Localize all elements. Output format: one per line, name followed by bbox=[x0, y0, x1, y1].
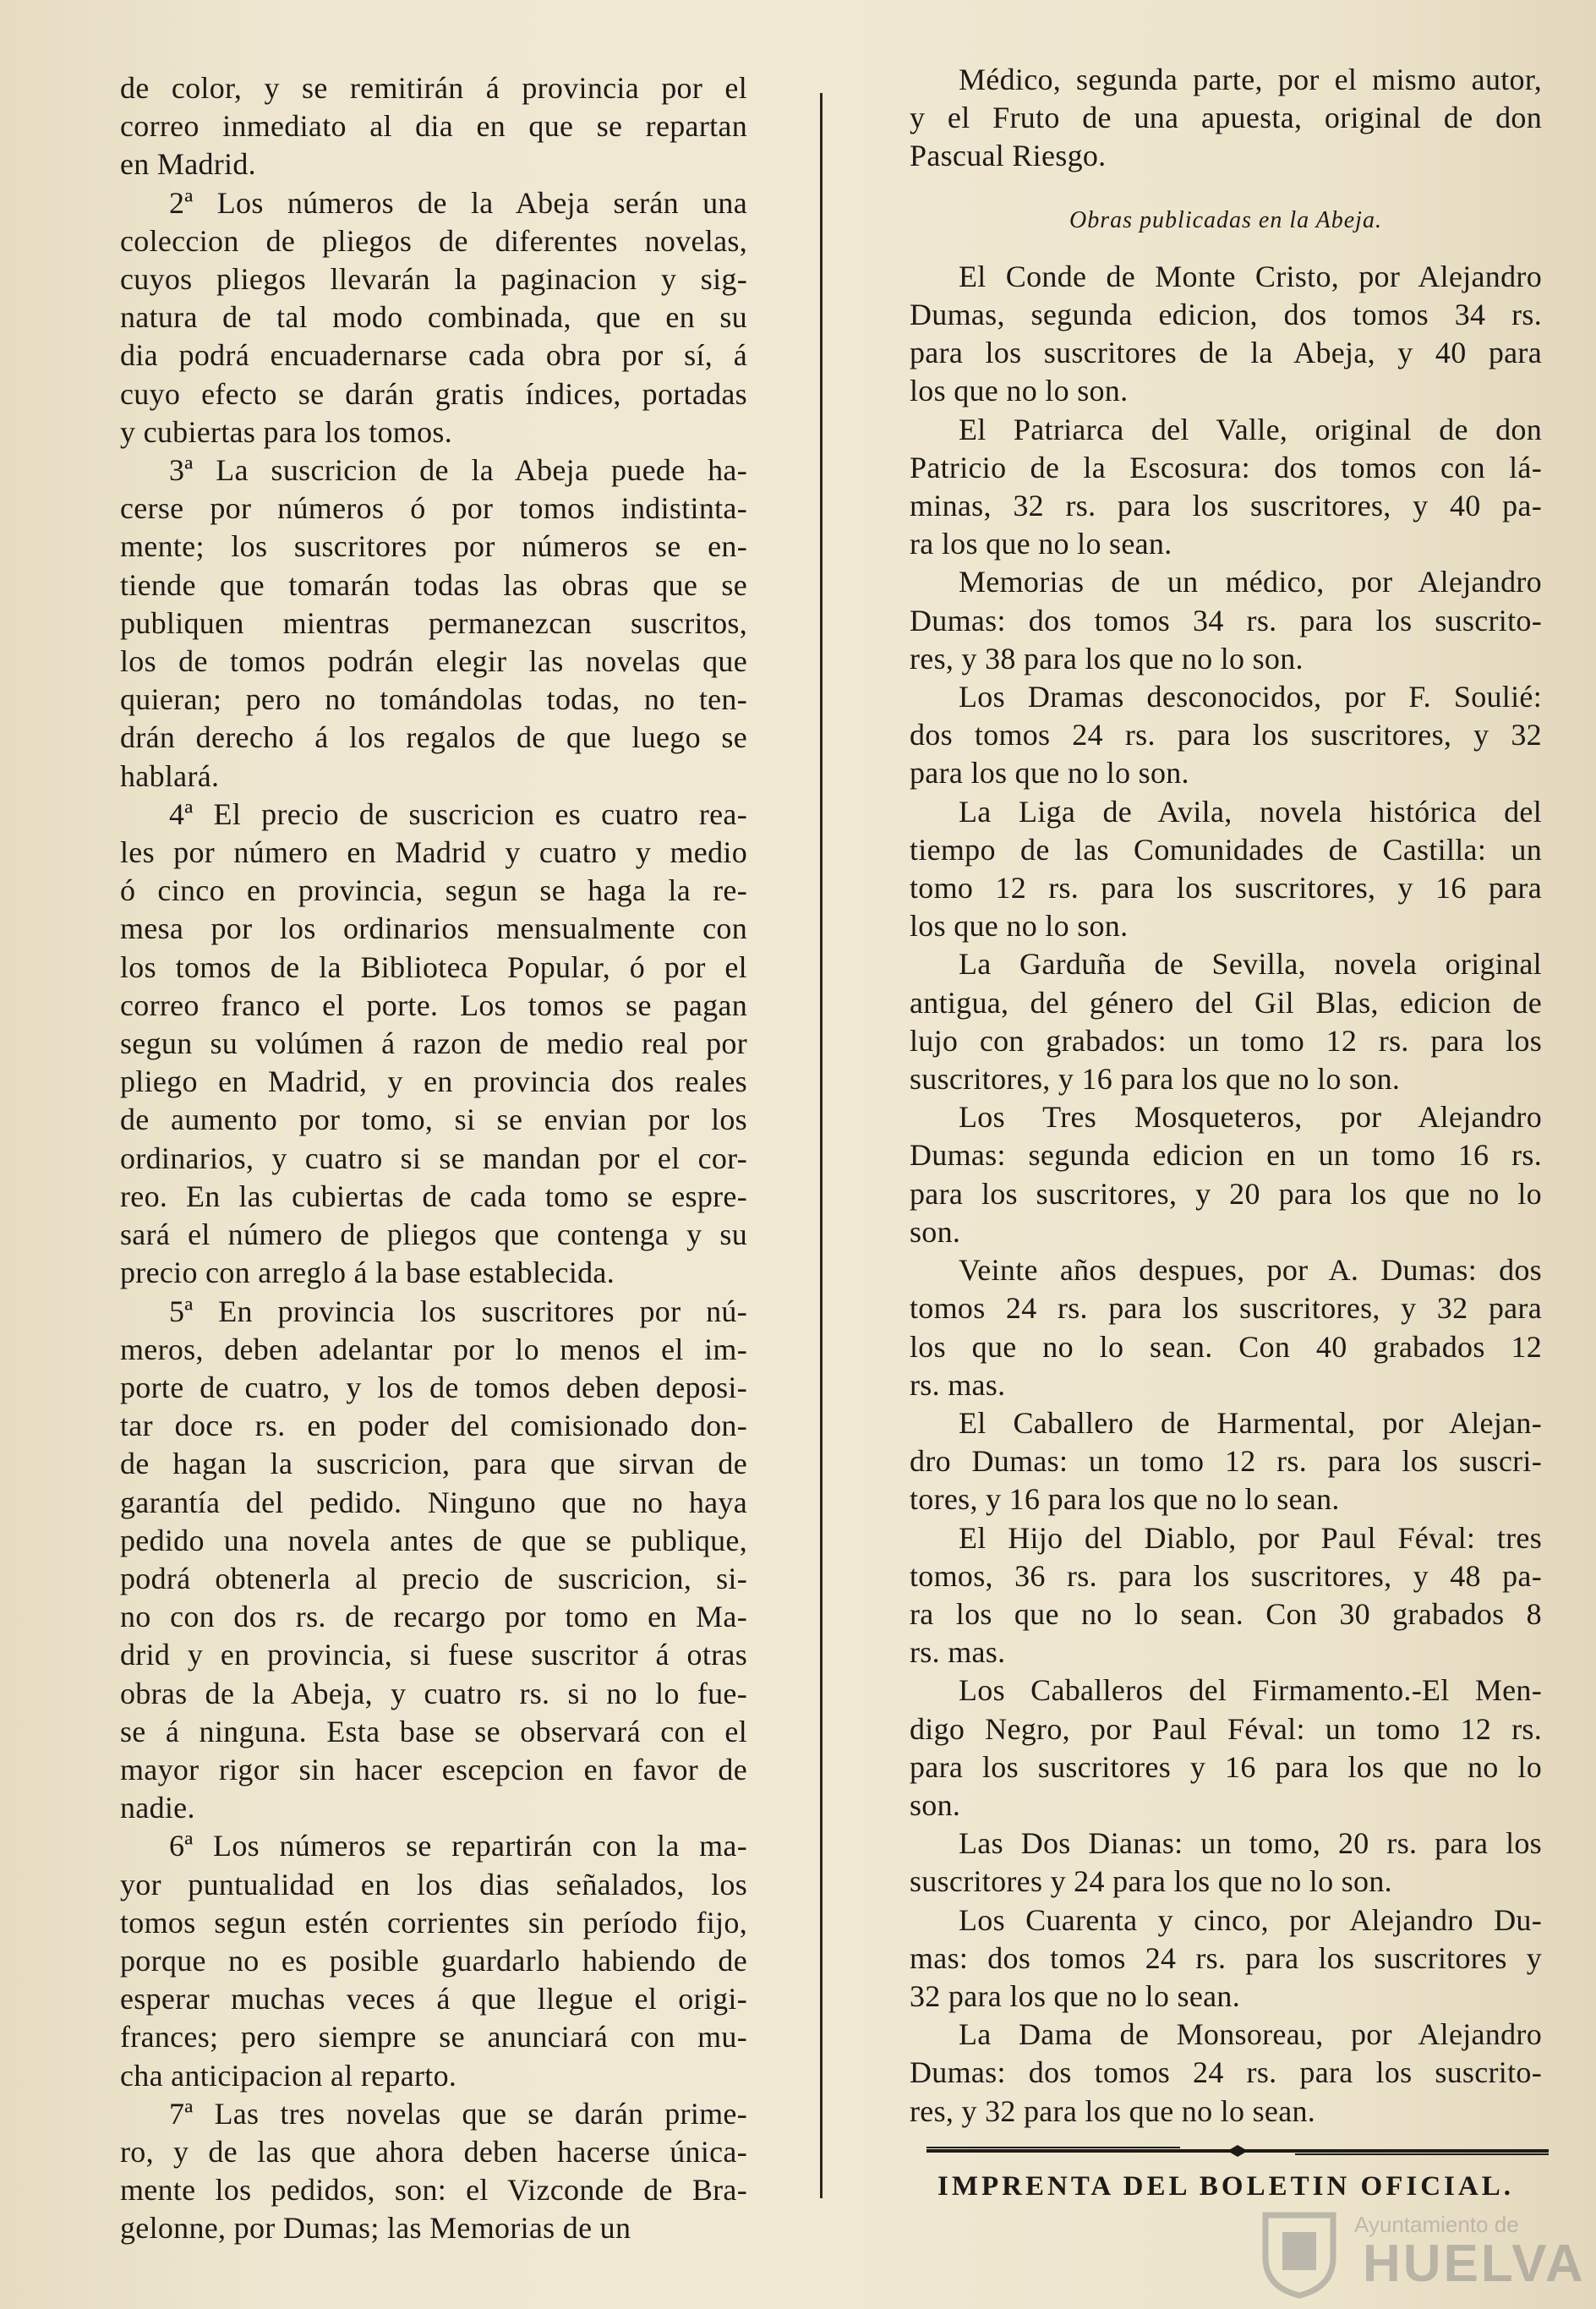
text-line: hablará. bbox=[120, 758, 220, 793]
text-line: suscritores y 24 para los que no lo son. bbox=[910, 1864, 1392, 1899]
text-line: correo inmediato al dia en que se repartan bbox=[120, 109, 747, 144]
text-line: segun su volúmen á razon de medio real por bbox=[120, 1026, 747, 1061]
text-line: se á ninguna. Esta base se observará con el bbox=[120, 1714, 747, 1748]
text-line: Las Dos Dianas: un tomo, 20 rs. para los bbox=[959, 1826, 1542, 1861]
text-line: son. bbox=[910, 1214, 961, 1249]
text-line: quieran; pero no tomándolas todas, no ten- bbox=[120, 682, 747, 717]
text-line: mas: dos tomos 24 rs. para los suscritores y bbox=[910, 1940, 1542, 1975]
work-paragraph bbox=[910, 793, 1542, 946]
text-line: Los Caballeros del Firmamento.-El Men- bbox=[959, 1673, 1542, 1708]
work-paragraph bbox=[910, 945, 1542, 1098]
text-line: El Caballero de Harmental, por Alejan- bbox=[959, 1405, 1542, 1440]
text-line: 6ª Los números se repartirán con la ma- bbox=[169, 1829, 747, 1863]
text-line: lujo con grabados: un tomo 12 rs. para los bbox=[910, 1023, 1542, 1058]
text-line: los que no lo son. bbox=[910, 909, 1129, 944]
work-paragraph bbox=[910, 2016, 1542, 2131]
text-line: correo franco el porte. Los tomos se pagan bbox=[120, 988, 747, 1022]
text-line: pedido una novela antes de que se publique, bbox=[120, 1523, 747, 1557]
text-line: reo. En las cubiertas de cada tomo se espre- bbox=[120, 1179, 747, 1213]
left-paragraph bbox=[120, 69, 747, 184]
text-line: Veinte años despues, por A. Dumas: dos bbox=[959, 1253, 1542, 1288]
text-line: de hagan la suscricion, para que sirvan de bbox=[120, 1447, 747, 1481]
text-line: porque no es posible guardarlo habiendo de bbox=[120, 1943, 747, 1978]
text-line: El Hijo del Diablo, por Paul Féval: tres bbox=[959, 1520, 1542, 1555]
text-line: mayor rigor sin hacer escepcion en favor de bbox=[120, 1752, 747, 1786]
text-line: 5ª En provincia los suscritores por nú- bbox=[169, 1294, 747, 1328]
text-line: ra los que no lo sean. Con 30 grabados 8 bbox=[910, 1596, 1542, 1631]
text-line: yor puntualidad en los dias señalados, los bbox=[120, 1867, 747, 1901]
text-line: y el Fruto de una apuesta, original de don bbox=[910, 101, 1542, 135]
archive-watermark bbox=[1253, 2207, 1586, 2300]
text-line: tiende que tomarán todas las obras que se bbox=[120, 567, 747, 602]
text-line: 2ª Los números de la Abeja serán una bbox=[169, 185, 747, 220]
text-line: La Liga de Avila, novela histórica del bbox=[959, 794, 1542, 829]
work-paragraph bbox=[910, 1404, 1542, 1519]
text-line: Memorias de un médico, por Alejandro bbox=[959, 565, 1542, 599]
text-line: dro Dumas: un tomo 12 rs. para los suscri- bbox=[910, 1444, 1542, 1479]
text-line: los de tomos podrán elegir las novelas que bbox=[120, 644, 747, 679]
text-line: La Dama de Monsoreau, por Alejandro bbox=[959, 2017, 1542, 2052]
text-line: Patricio de la Escosura: dos tomos con lá- bbox=[910, 450, 1542, 484]
imprint: IMPRENTA DEL BOLETIN OFICIAL. bbox=[937, 2171, 1514, 2202]
text-line: ro, y de las que ahora deben hacerse única- bbox=[120, 2134, 747, 2169]
text-line: de aumento por tomo, si se envian por los bbox=[120, 1103, 747, 1137]
text-line: podrá obtenerla al precio de suscricion, si- bbox=[120, 1561, 747, 1595]
text-line: ó cinco en provincia, segun se haga la re- bbox=[120, 873, 747, 908]
text-line: ra los que no lo sean. bbox=[910, 527, 1172, 561]
right-column bbox=[910, 61, 1542, 2131]
text-line: tiempo de las Comunidades de Castilla: un bbox=[910, 832, 1542, 867]
text-line: mente; los suscritores por números se en- bbox=[120, 529, 747, 564]
work-paragraph bbox=[910, 563, 1542, 678]
work-paragraph bbox=[910, 1519, 1542, 1672]
text-line: Dumas: segunda edicion en un tomo 16 rs. bbox=[910, 1138, 1542, 1173]
work-paragraph bbox=[910, 1901, 1542, 2016]
text-line: tomos, 36 rs. para los suscritores, y 48 pa- bbox=[910, 1558, 1542, 1593]
text-line: en Madrid. bbox=[120, 147, 256, 182]
text-line: suscritores, y 16 para los que no lo son. bbox=[910, 1062, 1401, 1097]
text-line: coleccion de pliegos de diferentes novelas, bbox=[120, 223, 747, 258]
right-column-continuation bbox=[910, 61, 1542, 176]
text-line: El Patriarca del Valle, original de don bbox=[959, 412, 1542, 446]
text-line: tomo 12 rs. para los suscritores, y 16 para bbox=[910, 871, 1542, 906]
text-line: res, y 38 para los que no lo son. bbox=[910, 641, 1304, 676]
text-line: minas, 32 rs. para los suscritores, y 40 pa- bbox=[910, 489, 1542, 523]
text-line: Los Cuarenta y cinco, por Alejandro Du- bbox=[959, 1902, 1542, 1937]
text-line: Los Tres Mosqueteros, por Alejandro bbox=[959, 1100, 1542, 1135]
text-line: dia podrá encuadernarse cada obra por sí, á bbox=[120, 338, 747, 373]
left-paragraph bbox=[120, 1827, 747, 2094]
text-line: Dumas: dos tomos 24 rs. para los suscrito- bbox=[910, 2055, 1542, 2090]
text-line: 32 para los que no lo sean. bbox=[910, 1978, 1241, 2013]
text-line: no con dos rs. de recargo por tomo en Ma- bbox=[120, 1600, 747, 1634]
text-line: 3ª La suscricion de la Abeja puede ha- bbox=[169, 453, 747, 488]
work-paragraph bbox=[910, 1098, 1542, 1251]
text-line: Dumas: dos tomos 34 rs. para los suscrito- bbox=[910, 603, 1542, 637]
column-divider bbox=[820, 93, 823, 2198]
text-line: sará el número de pliegos que contenga y su bbox=[120, 1217, 747, 1252]
text-line: res, y 32 para los que no lo sean. bbox=[910, 2093, 1316, 2128]
ornamental-rule bbox=[926, 2145, 1549, 2157]
text-line: drid y en provincia, si fuese suscritor á otras bbox=[120, 1638, 747, 1672]
watermark-caption: Ayuntamiento de bbox=[1354, 2212, 1519, 2237]
text-line: dos tomos 24 rs. para los suscritores, y 32 bbox=[910, 718, 1542, 752]
text-line: Los Dramas desconocidos, por F. Soulié: bbox=[959, 680, 1542, 714]
text-line: pliego en Madrid, y en provincia dos reales bbox=[120, 1064, 747, 1099]
text-line: para los suscritores de la Abeja, y 40 para bbox=[910, 336, 1542, 370]
text-line: Pascual Riesgo. bbox=[910, 139, 1107, 173]
left-paragraph bbox=[120, 1293, 747, 1828]
work-paragraph bbox=[910, 1825, 1542, 1901]
text-line: para los suscritores, y 20 para los que no lo bbox=[910, 1176, 1542, 1211]
work-paragraph bbox=[910, 1672, 1542, 1825]
text-line: Médico, segunda parte, por el mismo autor, bbox=[959, 63, 1542, 96]
work-paragraph bbox=[910, 411, 1542, 564]
text-line: drán derecho á los regalos de que luego se bbox=[120, 720, 747, 755]
left-paragraph bbox=[120, 796, 747, 1293]
left-column bbox=[120, 69, 747, 2248]
text-line: de color, y se remitirán á provincia por el bbox=[120, 71, 747, 105]
text-line: rs. mas. bbox=[910, 1635, 1006, 1670]
text-line: porte de cuatro, y los de tomos deben deposi- bbox=[120, 1370, 747, 1404]
text-line: 4ª El precio de suscricion es cuatro rea- bbox=[169, 796, 747, 831]
text-line: mesa por los ordinarios mensualmente con bbox=[120, 911, 747, 946]
text-line: cha anticipacion al reparto. bbox=[120, 2058, 457, 2093]
left-paragraph bbox=[120, 451, 747, 796]
text-line: ordinarios, y cuatro si se mandan por el cor- bbox=[120, 1141, 747, 1175]
text-line: digo Negro, por Paul Féval: un tomo 12 rs. bbox=[910, 1711, 1542, 1746]
watermark-title: HUELVA bbox=[1363, 2235, 1586, 2293]
text-line: cuyo efecto se darán gratis índices, portadas bbox=[120, 376, 747, 411]
text-line: mente los pedidos, son: el Vizconde de Bra- bbox=[120, 2173, 747, 2208]
left-paragraph bbox=[120, 2095, 747, 2248]
text-line: natura de tal modo combinada, que en su bbox=[120, 300, 747, 335]
text-line: para los que no lo son. bbox=[910, 756, 1189, 791]
text-line: Dumas, segunda edicion, dos tomos 34 rs. bbox=[910, 298, 1542, 332]
text-line: publiquen mientras permanezcan suscritos, bbox=[120, 605, 747, 640]
text-line: precio con arreglo á la base establecida. bbox=[120, 1256, 615, 1290]
text-line: les por número en Madrid y cuatro y medio bbox=[120, 835, 747, 870]
text-line: cerse por números ó por tomos indistinta- bbox=[120, 491, 747, 526]
text-line: gelonne, por Dumas; las Memorias de un bbox=[120, 2211, 631, 2246]
text-line: La Garduña de Sevilla, novela original bbox=[959, 947, 1542, 982]
text-line: tar doce rs. en poder del comisionado don- bbox=[120, 1409, 747, 1443]
work-paragraph bbox=[910, 678, 1542, 793]
text-line: los tomos de la Biblioteca Popular, ó por el bbox=[120, 949, 747, 984]
text-line: esperar muchas veces á que llegue el origi- bbox=[120, 1982, 747, 2016]
published-works-list bbox=[910, 258, 1542, 2131]
text-line: obras de la Abeja, y cuatro rs. si no lo fue- bbox=[120, 1676, 747, 1710]
text-line: nadie. bbox=[120, 1791, 195, 1825]
left-paragraph bbox=[120, 184, 747, 451]
text-line: garantía del pedido. Ninguno que no haya bbox=[120, 1485, 747, 1519]
text-line: meros, deben adelantar por lo menos el im- bbox=[120, 1332, 747, 1366]
right-paragraph bbox=[910, 61, 1542, 176]
text-line: y cubiertas para los tomos. bbox=[120, 414, 453, 449]
text-line: tomos 24 rs. para los suscritores, y 32 para bbox=[910, 1291, 1542, 1326]
text-line: los que no lo sean. Con 40 grabados 12 bbox=[910, 1329, 1542, 1364]
text-line: frances; pero siempre se anunciará con mu- bbox=[120, 2020, 747, 2055]
text-line: cuyos pliegos llevarán la paginacion y sig- bbox=[120, 262, 747, 297]
text-line: tomos segun estén corrientes sin período fijo, bbox=[120, 1905, 747, 1940]
work-paragraph bbox=[910, 1251, 1542, 1404]
text-line: tores, y 16 para los que no lo sean. bbox=[910, 1482, 1340, 1517]
section-heading: Obras publicadas en la Abeja. bbox=[1069, 206, 1382, 233]
work-paragraph bbox=[910, 258, 1542, 411]
text-line: antigua, del género del Gil Blas, edicion de bbox=[910, 985, 1542, 1020]
text-line: El Conde de Monte Cristo, por Alejandro bbox=[959, 259, 1542, 293]
text-line: 7ª Las tres novelas que se darán prime- bbox=[169, 2096, 747, 2131]
text-line: son. bbox=[910, 1787, 961, 1822]
text-line: los que no lo son. bbox=[910, 374, 1129, 408]
text-line: para los suscritores y 16 para los que no lo bbox=[910, 1749, 1542, 1784]
city-crest-icon bbox=[1253, 2207, 1346, 2300]
text-line: rs. mas. bbox=[910, 1367, 1006, 1402]
